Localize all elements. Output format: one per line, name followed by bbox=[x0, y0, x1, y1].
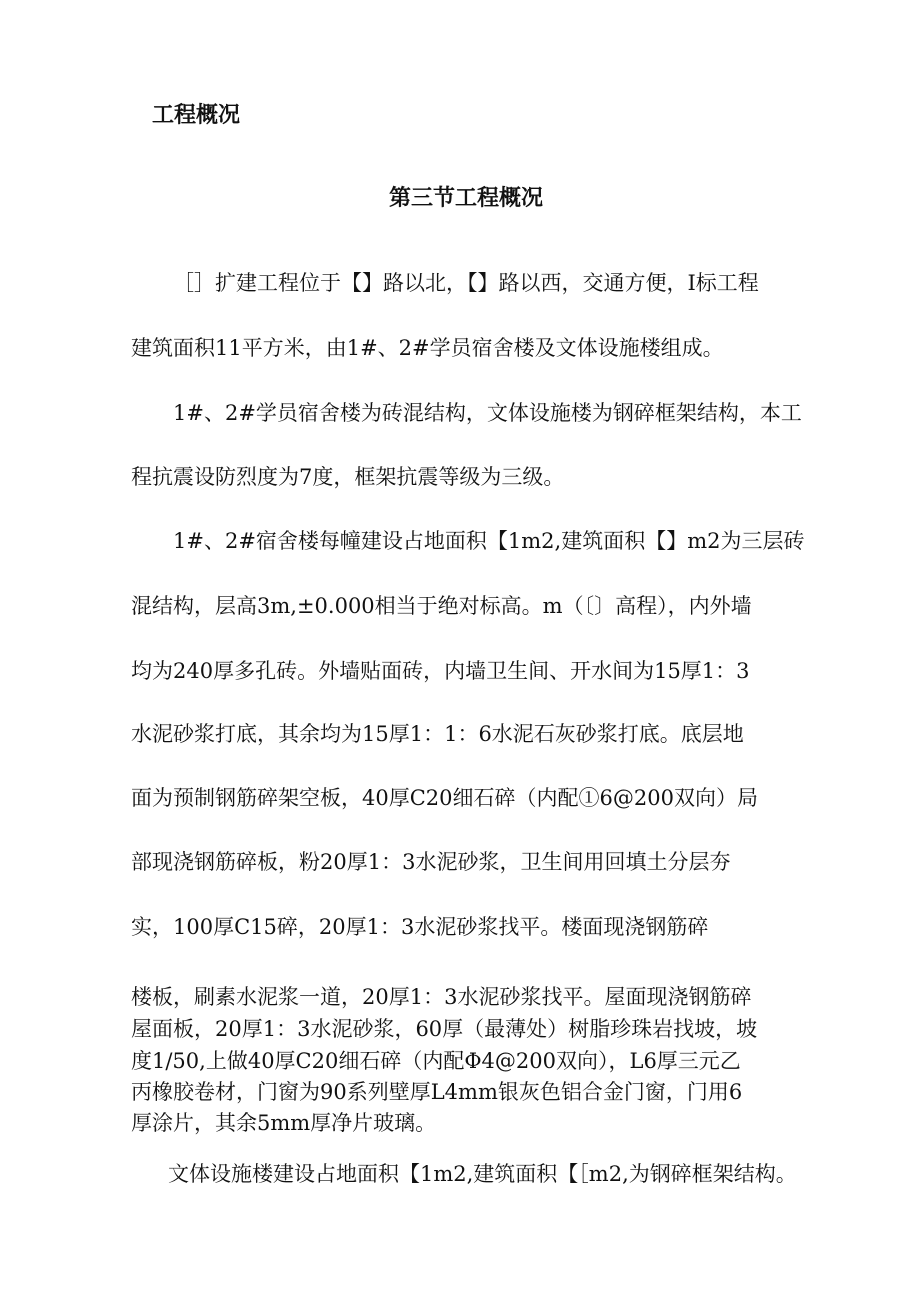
paragraph-3-line-11: 丙橡胶卷材，门窗为90系列壁厚L4mm银灰色铝合金门窗，门用6 bbox=[131, 1080, 743, 1104]
paragraph-3-line-4: 水泥砂浆打底，其余均为15厚1：1：6水泥石灰砂浆打底。底层地 bbox=[131, 722, 744, 746]
document-heading: 工程概况 bbox=[152, 103, 241, 128]
paragraph-3-line-5: 面为预制钢筋碎架空板，40厚C20细石碎（内配①6@200双向）局 bbox=[131, 786, 758, 810]
paragraph-3-line-2: 混结构，层高3m,±0.000相当于绝对标高。m（〔〕高程），内外墙 bbox=[131, 594, 752, 618]
paragraph-3-line-6: 部现浇钢筋碎板，粉20厚1：3水泥砂浆，卫生间用回填土分层夯 bbox=[131, 850, 731, 874]
paragraph-3-line-9: 屋面板，20厚1：3水泥砂浆，60厚（最薄处）树脂珍珠岩找坡，坡 bbox=[131, 1017, 758, 1041]
paragraph-1-line-2: 建筑面积11平方米，由1#、2#学员宿舍楼及文体设施楼组成。 bbox=[131, 336, 724, 360]
paragraph-2-line-2: 程抗震设防烈度为7度，框架抗震等级为三级。 bbox=[131, 465, 565, 489]
paragraph-3-line-12: 厚涂片，其余5mm厚净片玻璃。 bbox=[131, 1111, 437, 1135]
paragraph-3-line-3: 均为240厚多孔砖。外墙贴面砖，内墙卫生间、开水间为15厚1：3 bbox=[131, 659, 750, 683]
paragraph-3-line-1: 1#、2#宿舍楼每幢建设占地面积【1m2,建筑面积【】m2为三层砖 bbox=[173, 529, 805, 553]
paragraph-2-line-1: 1#、2#学员宿舍楼为砖混结构，文体设施楼为钢碎框架结构，本工 bbox=[173, 401, 802, 425]
paragraph-4-line-1: 文体设施楼建设占地面积【1m2,建筑面积【［m2,为钢碎框架结构。 bbox=[168, 1162, 797, 1186]
section-title: 第三节工程概况 bbox=[388, 186, 543, 211]
paragraph-3-line-8: 楼板，刷素水泥浆一道，20厚1：3水泥砂浆找平。屋面现浇钢筋碎 bbox=[131, 985, 752, 1009]
paragraph-3-line-7: 实，100厚C15碎，20厚1：3水泥砂浆找平。楼面现浇钢筋碎 bbox=[131, 915, 709, 939]
paragraph-3-line-10: 度1/50,上做40厚C20细石碎（内配Φ4@200双向），L6厚三元乙 bbox=[131, 1049, 741, 1073]
paragraph-1-line-1: ［］扩建工程位于【】路以北，【】路以西，交通方便，I标工程 bbox=[173, 271, 759, 295]
